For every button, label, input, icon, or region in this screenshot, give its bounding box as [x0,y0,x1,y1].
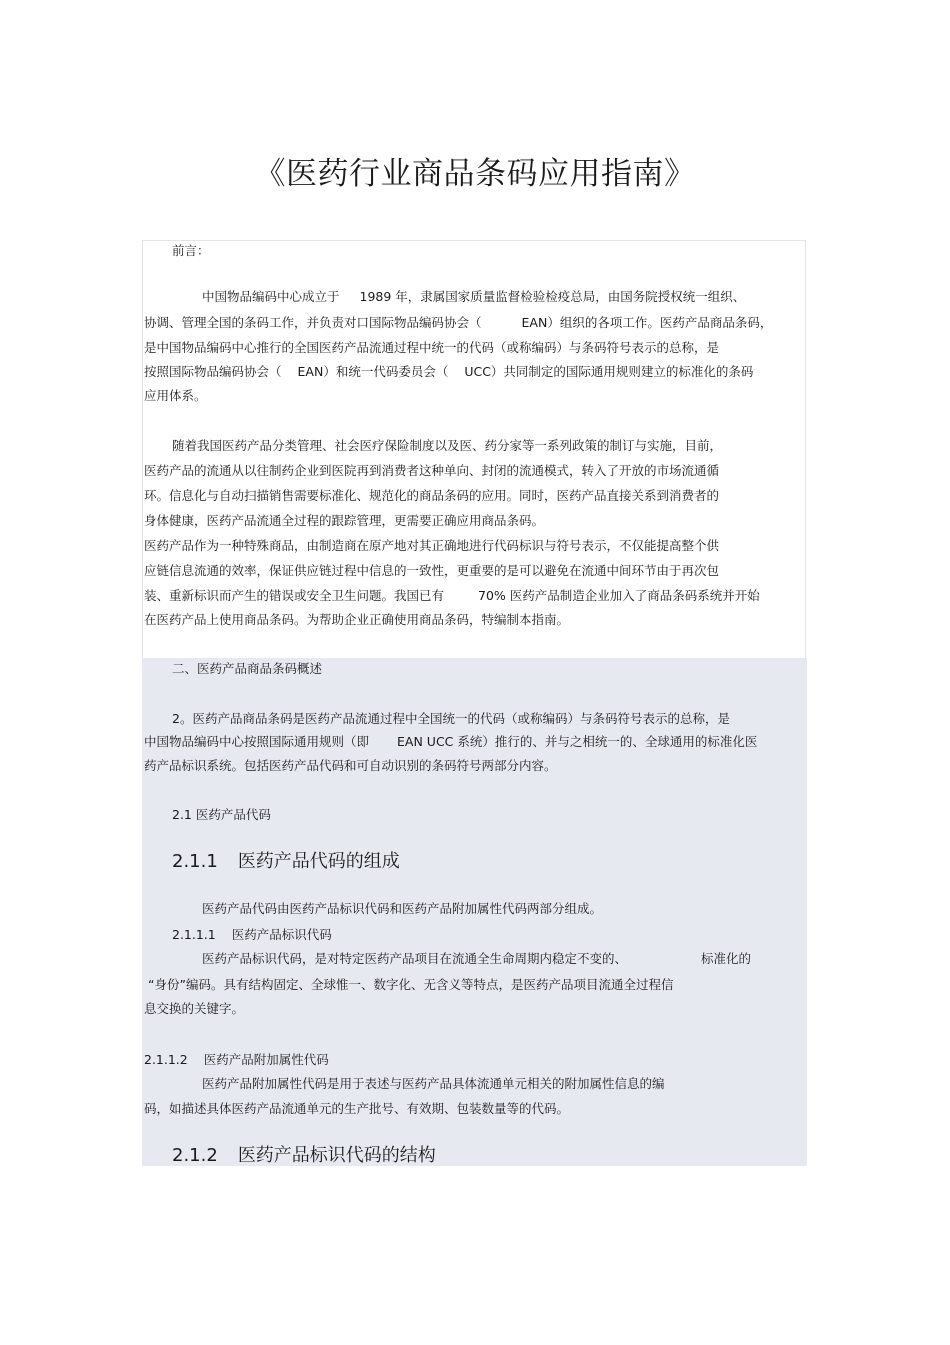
document-title: 《医药行业商品条码应用指南》 [254,156,696,192]
paragraph-line: 协调、管理全国的条码工作，并负责对口国际物品编码协会（ EAN）组织的各项工作。医药产品商品条码， [144,315,773,330]
paragraph-line: 医药产品作为一种特殊商品，由制造商在原产地对其正确地进行代码标识与符号表示，不仅能提高整个供 [144,538,720,553]
paragraph-line: 医药产品附加属性代码是用于表述与医药产品具体流通单元相关的附加属性信息的编 [202,1076,665,1091]
paragraph-line: “身份”编码。具有结构固定、全球惟一、数字化、无含义等特点，是医药产品项目流通全过程信 [148,977,674,992]
subsection-heading: 2.1 医药产品代码 [172,807,271,822]
subsection-heading: 2.1.1 医药产品代码的组成 [172,851,400,872]
paragraph-line: 中国物品编码中心按照国际通用规则（即 EAN UCC 系统）推行的、并与之相统一的、全球通用的标准化医 [144,734,758,749]
subsection-heading: 2.1.1.1 医药产品标识代码 [172,927,332,942]
paragraph-line: 是中国物品编码中心推行的全国医药产品流通过程中统一的代码（或称编码）与条码符号表示的总称，是 [144,340,720,355]
paragraph-line: 环。信息化与自动扫描销售需要标准化、规范化的商品条码的应用。同时，医药产品直接关系到消费者的 [144,488,720,503]
paragraph-line: 息交换的关键字。 [144,1001,245,1016]
paragraph-line: 身体健康，医药产品流通全过程的跟踪管理，更需要正确应用商品条码。 [144,513,545,528]
paragraph-line: 医药产品的流通从以往制药企业到医院再到消费者这种单向、封闭的流通模式，转入了开放的市场流通循 [144,463,720,478]
paragraph-line: 应链信息流通的效率，保证供应链过程中信息的一致性，更重要的是可以避免在流通中间环节由于再次包 [144,563,720,578]
paragraph-line: 按照国际物品编码协会（ EAN）和统一代码委员会（ UCC）共同制定的国际通用规则建立的标准化的条码 [144,364,754,379]
paragraph-line: 医药产品代码由医药产品标识代码和医药产品附加属性代码两部分组成。 [202,901,603,916]
paragraph-line: 2。医药产品商品条码是医药产品流通过程中全国统一的代码（或称编码）与条码符号表示的总称，是 [172,711,730,726]
paragraph-line: 医药产品标识代码，是对特定医药产品项目在流通全生命周期内稳定不变的、 标准化的 [202,951,752,966]
paragraph-line: 中国物品编码中心成立于 1989 年，隶属国家质量监督检验检疫总局，由国务院授权统一组织、 [202,289,746,304]
paragraph-line: 码，如描述具体医药产品流通单元的生产批号、有效期、包装数量等的代码。 [144,1101,570,1116]
section-heading: 二、医药产品商品条码概述 [172,661,323,676]
subsection-heading: 2.1.1.2 医药产品附加属性代码 [144,1052,329,1067]
paragraph-line: 装、重新标识而产生的错误或安全卫生问题。我国已有 70% 医药产品制造企业加入了商品条码系统并开始 [144,588,760,603]
preface-label: 前言： [172,243,210,258]
paragraph-line: 药产品标识系统。包括医药产品代码和可自动识别的条码符号两部分内容。 [144,758,557,773]
paragraph-line: 随着我国医药产品分类管理、社会医疗保险制度以及医、药分家等一系列政策的制订与实施，目前， [172,438,723,453]
paragraph-line: 应用体系。 [144,388,207,403]
paragraph-line: 在医药产品上使用商品条码。为帮助企业正确使用商品条码，特编制本指南。 [144,612,570,627]
subsection-heading: 2.1.2 医药产品标识代码的结构 [172,1145,436,1166]
